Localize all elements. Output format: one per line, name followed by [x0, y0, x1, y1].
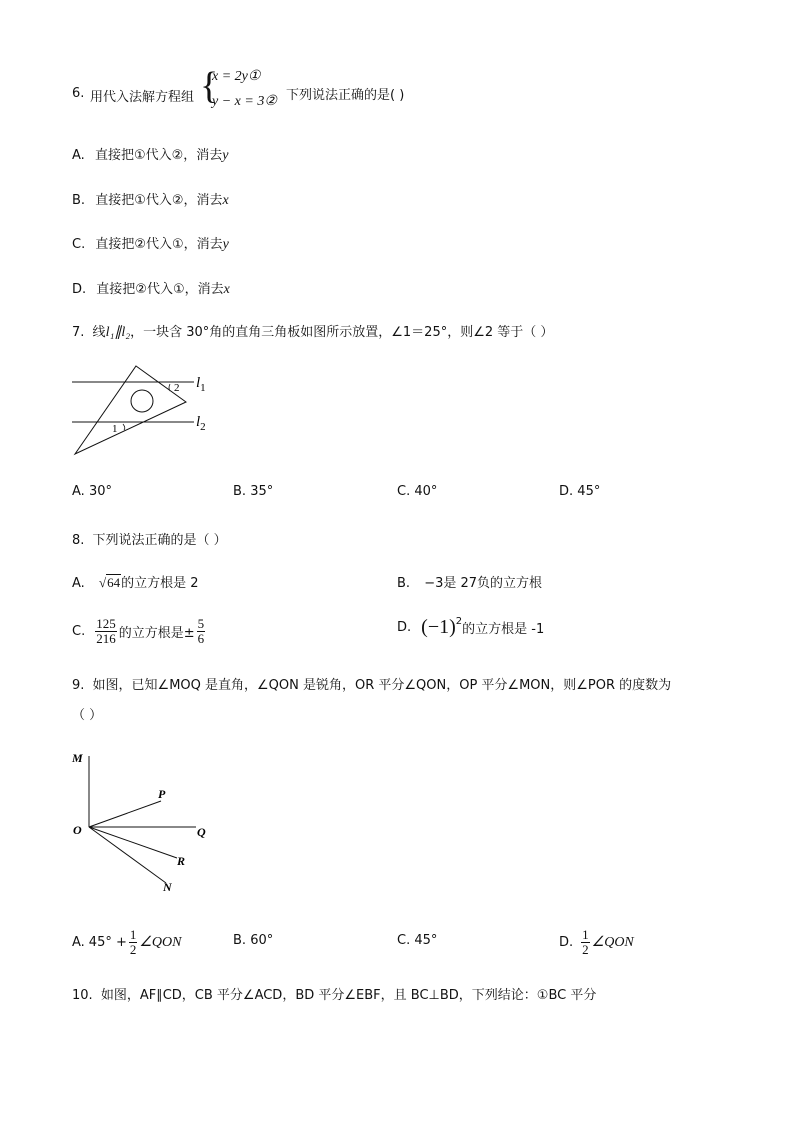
q6-number: 6.: [72, 86, 85, 101]
numerator: 125: [96, 615, 116, 631]
q10-number: 10.: [72, 988, 93, 1003]
q10-stem: [72, 984, 596, 1003]
q6-option-b[interactable]: [72, 189, 229, 209]
numerator: 1: [129, 926, 137, 942]
q9-paren: （ ）: [72, 708, 103, 723]
ruler-hole: [131, 390, 153, 412]
q9-option-a[interactable]: [72, 922, 181, 962]
triangle-ruler: [75, 366, 186, 454]
denominator: 2: [129, 941, 137, 957]
option-letter: C.: [397, 933, 411, 948]
q6-eq2: y − x = 3②: [212, 94, 277, 109]
q9-option-c[interactable]: [397, 933, 437, 948]
ray-op: [89, 801, 161, 827]
q7-option-a[interactable]: [72, 484, 112, 499]
option-letter: B.: [72, 193, 86, 208]
option-var: y: [222, 148, 229, 163]
option-text: 的立方根是 -1: [462, 622, 545, 637]
option-text: 的立方根是 2: [121, 576, 199, 591]
q8-option-b[interactable]: [397, 572, 542, 591]
angle-2-label: 2: [174, 382, 180, 394]
option-letter: D.: [397, 620, 412, 635]
option-letter: C.: [72, 237, 86, 252]
q8-number: 8.: [72, 533, 85, 548]
option-letter: A.: [72, 148, 85, 163]
label-q: Q: [197, 825, 206, 839]
fraction-one-half: [129, 928, 138, 957]
q7-option-d[interactable]: [559, 484, 600, 499]
option-letter: D.: [72, 282, 87, 297]
option-var: y: [222, 237, 229, 252]
option-text: 35°: [250, 484, 274, 499]
q9-option-b[interactable]: [233, 933, 273, 948]
q7-text-a: 线: [92, 325, 106, 340]
q6-lead: 用代入法解方程组: [90, 90, 195, 105]
option-text: 直接把①代入②，消去: [94, 148, 223, 163]
fraction-5-6: [197, 617, 206, 646]
q7-number: 7.: [72, 325, 85, 340]
option-text: 直接把②代入①，消去: [96, 282, 224, 297]
option-letter: B.: [233, 484, 247, 499]
option-var: x: [223, 282, 230, 297]
numerator: 1: [582, 926, 589, 942]
angle-2-arc: [169, 384, 170, 391]
q8-option-d[interactable]: [397, 616, 544, 639]
q6-option-a[interactable]: [72, 144, 228, 164]
denominator: 6: [197, 630, 205, 646]
q6-brace: {: [200, 65, 219, 107]
label-l2: $l_2$: [196, 414, 206, 433]
option-text: 60°: [250, 933, 274, 948]
q9-figure: [68, 748, 218, 898]
option-text: 45°: [577, 484, 601, 499]
radicand: 64: [107, 575, 121, 590]
option-text: 直接把②代入①，消去: [95, 237, 223, 252]
option-text: 的立方根是±: [118, 625, 195, 641]
denominator: 216: [96, 630, 116, 646]
fraction-one-half: [581, 928, 590, 957]
q8-option-c[interactable]: [72, 611, 207, 651]
label-r: R: [177, 854, 186, 868]
power-base: (−1): [421, 616, 456, 638]
ray-on: [89, 827, 166, 883]
option-prefix: 45° +: [88, 934, 127, 950]
q8-option-a[interactable]: [72, 572, 198, 591]
q9-number: 9.: [72, 678, 85, 693]
q9-stem: [72, 674, 671, 693]
q9-text: 如图，已知∠MOQ 是直角，∠QON 是锐角，OR 平分∠QON，OP 平分∠MON，则∠POR 的度数为: [92, 678, 672, 693]
option-text: 45°: [414, 933, 438, 948]
ray-or: [89, 827, 177, 858]
q8-stem: [72, 529, 227, 548]
q10-text: 如图，AF∥CD，CB 平分∠ACD，BD 平分∠EBF，且 BC⊥BD，下列结论：①BC 平分: [100, 988, 597, 1003]
option-text: 40°: [414, 484, 438, 499]
q6-eq1: x = 2y①: [212, 69, 261, 84]
option-text: −3是 27负的立方根: [424, 576, 543, 591]
q7-option-b[interactable]: [233, 484, 273, 499]
option-letter: C.: [397, 484, 411, 499]
option-letter: C.: [72, 623, 86, 639]
option-text: 30°: [88, 484, 112, 499]
sqrt-expression: √64: [98, 575, 121, 590]
denominator: 2: [582, 941, 589, 957]
q7-option-c[interactable]: [397, 484, 437, 499]
fraction-125-216: [95, 617, 117, 646]
q7-stem: [72, 321, 553, 341]
option-letter: B.: [233, 933, 247, 948]
label-o: O: [73, 823, 82, 837]
label-m: M: [72, 751, 83, 765]
label-n: N: [163, 880, 172, 894]
power-exponent: 2: [455, 616, 463, 627]
q7-parallel: l₁∥l₂: [105, 325, 131, 340]
label-p: P: [158, 787, 166, 801]
option-text: 直接把①代入②，消去: [95, 193, 223, 208]
option-angle: ∠QON: [139, 934, 182, 950]
q8-text: 下列说法正确的是（ ）: [92, 533, 227, 548]
option-var: x: [222, 193, 229, 208]
angle-1-arc: [123, 424, 125, 430]
q9-option-d[interactable]: [559, 922, 634, 962]
option-letter: B.: [397, 576, 411, 591]
option-letter: D.: [559, 484, 574, 499]
numerator: 5: [197, 615, 205, 631]
option-angle: ∠QON: [591, 934, 634, 950]
option-letter: A.: [72, 484, 85, 499]
label-l1: $l_1$: [196, 375, 206, 394]
angle-1-label: 1: [112, 423, 118, 435]
option-letter: D.: [559, 934, 574, 950]
q7-text-b: ，一块含 30°角的直角三角板如图所示放置，∠1＝25°，则∠2 等于（ ）: [130, 325, 554, 340]
q6-tail: 下列说法正确的是( ): [286, 88, 405, 103]
q6-option-c[interactable]: [72, 233, 229, 253]
q6-option-d[interactable]: [72, 278, 230, 298]
option-letter: A.: [72, 576, 85, 591]
q7-figure: [66, 360, 226, 460]
option-letter: A.: [72, 934, 85, 950]
